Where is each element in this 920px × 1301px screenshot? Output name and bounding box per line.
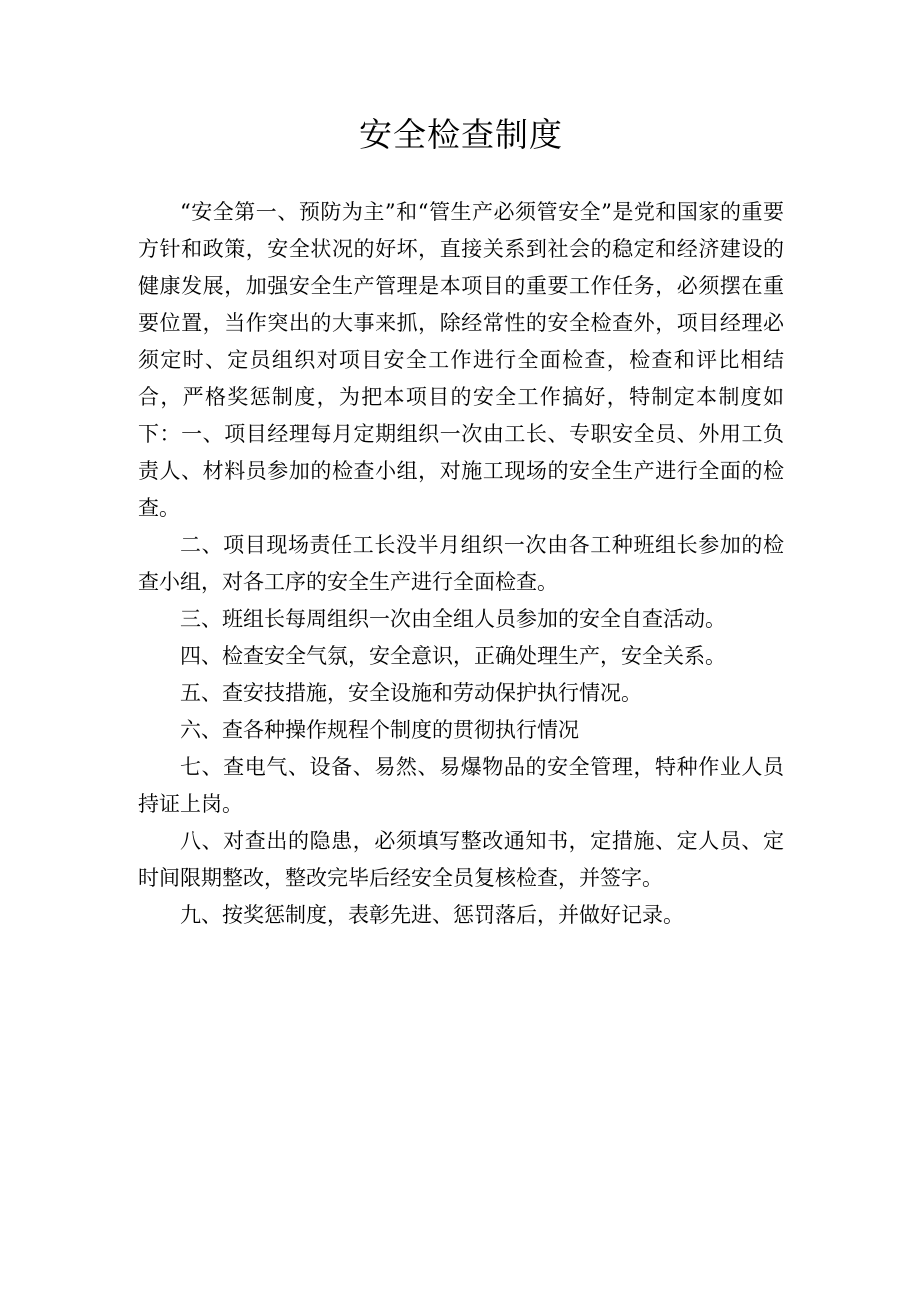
- document-page: [138, 0, 784, 934]
- paragraph-item-9: 九、按奖惩制度，表彰先进、惩罚落后，并做好记录。: [180, 903, 684, 927]
- paragraph-intro: “安全第一、预防为主”和“管生产必须管安全”是党和国家的重要方针和政策，安全状况的好坏，直接关系到社会的稳定和经济建设的健康发展，加强安全生产管理是本项目的重要工作任务，必须摆在重要位置，当作突出的大事来抓，除经常性的安全检查外，项目经理必须定时、定员组织对项目安全工作进行全面检查，检查和评比相结合，严格奖惩制度，为把本项目的安全工作搞好，特制定本制度如下：一、项目经理每月定期组织一次由工长、专职安全员、外用工负责人、材料员参加的检查小组，对施工现场的安全生产进行全面的检查。: [138, 200, 784, 520]
- paragraph-item-2: 二、项目现场责任工长没半月组织一次由各工种班组长参加的检查小组，对各工序的安全生产进行全面检查。: [138, 533, 784, 594]
- document-body: [138, 194, 784, 934]
- paragraph-item-7: 七、查电气、设备、易然、易爆物品的安全管理，特种作业人员持证上岗。: [138, 755, 784, 816]
- paragraph-item-8: 八、对查出的隐患，必须填写整改通知书，定措施、定人员、定时间限期整改，整改完毕后经安全员复核检查，并签字。: [138, 829, 784, 890]
- paragraph-item-5: 五、查安技措施，安全设施和劳动保护执行情况。: [180, 681, 642, 705]
- paragraph-item-3: 三、班组长每周组织一次由全组人员参加的安全自查活动。: [180, 607, 726, 631]
- paragraph-item-4: 四、检查安全气氛，安全意识，正确处理生产，安全关系。: [180, 644, 726, 668]
- document-title: 安全检查制度: [359, 115, 563, 154]
- paragraph-item-6: 六、查各种操作规程个制度的贯彻执行情况: [180, 718, 579, 742]
